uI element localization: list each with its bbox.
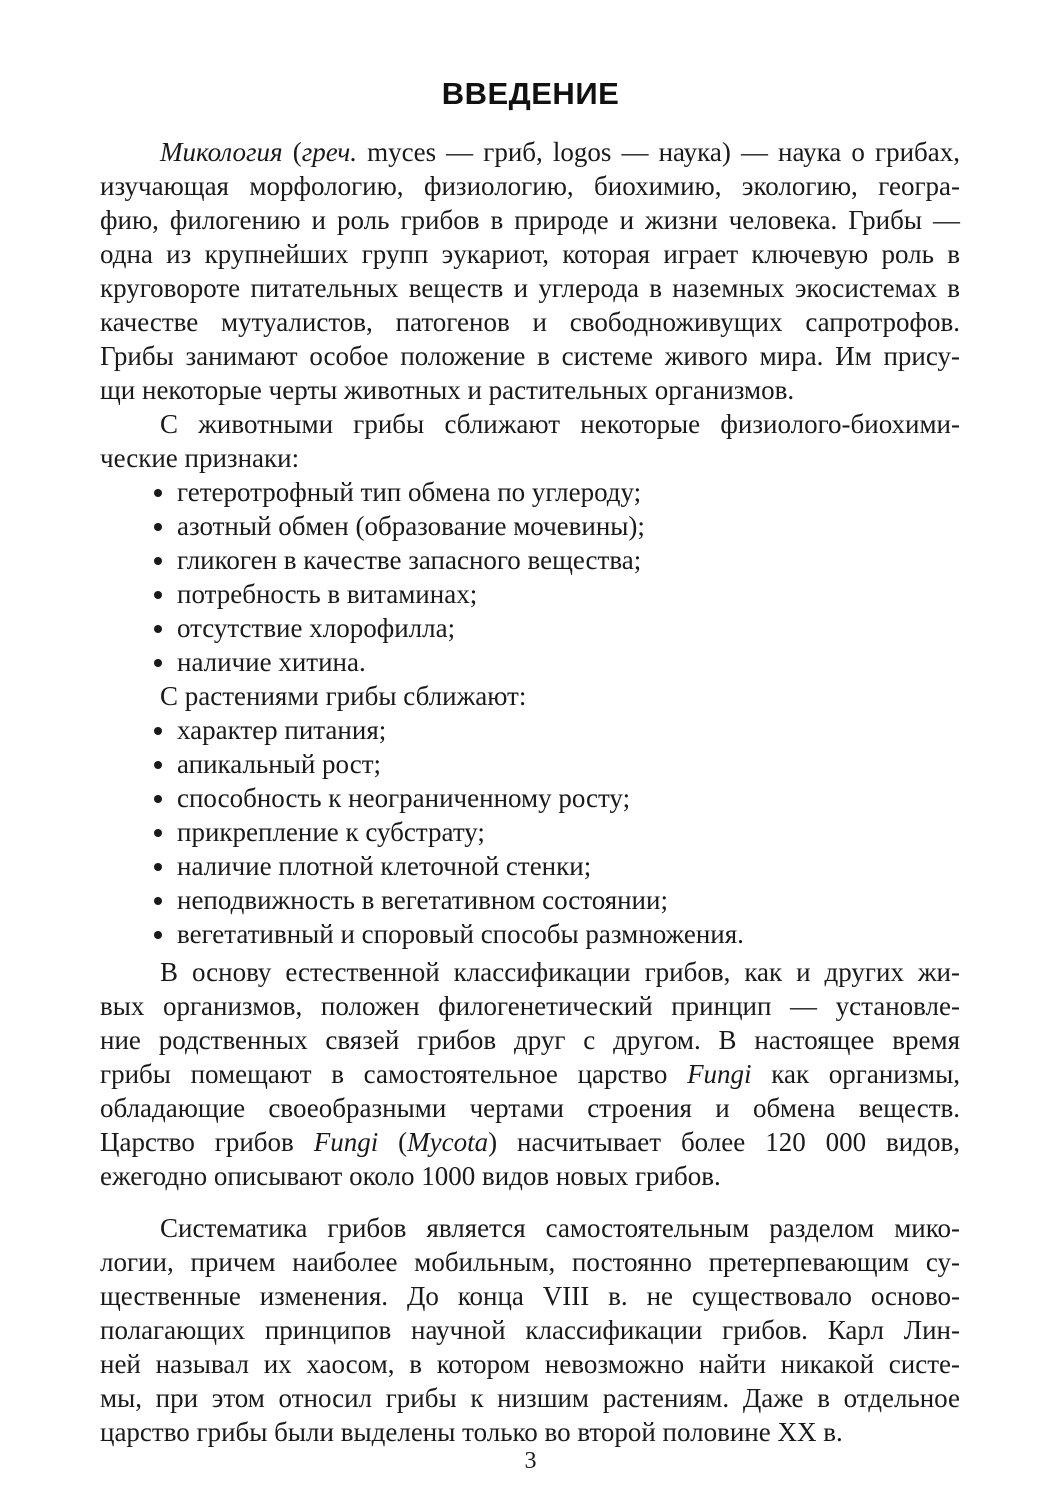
list-item: наличие хитина.	[177, 647, 366, 677]
bullet-icon	[154, 659, 162, 667]
bullet-icon	[154, 625, 162, 633]
list-item: гетеротрофный тип обмена по углероду;	[177, 477, 642, 507]
text-line: обладающие своеобразными чертами строения и обмена веществ.	[100, 1093, 960, 1123]
text-line: вых организмов, положен филогенетический принцип — установле-	[100, 991, 960, 1021]
page-number: 3	[524, 1448, 537, 1474]
list-item: апикальный рост;	[177, 749, 381, 779]
text-line: ежегодно описывают около 1000 видов новых грибов.	[100, 1161, 721, 1191]
italic-term: Fungi	[687, 1059, 752, 1089]
bullet-icon	[154, 761, 162, 769]
text-line: качестве мутуалистов, патогенов и свободноживущих сапротрофов.	[100, 307, 960, 337]
text-line: царство грибы были выделены только во второй половине XX в.	[100, 1417, 843, 1447]
list-item: потребность в витаминах;	[177, 579, 478, 609]
list-item: гликоген в качестве запасного вещества;	[177, 545, 642, 575]
text-line: ческие признаки:	[100, 443, 300, 473]
chapter-title: ВВЕДЕНИЕ	[441, 76, 620, 111]
italic-term: Fungi	[313, 1127, 379, 1157]
text-line: мы, при этом относил грибы к низшим растениям. Даже в отдельное	[100, 1383, 960, 1413]
bullet-icon	[154, 489, 162, 497]
text-line: Грибы занимают особое положение в системе живого мира. Им прису-	[100, 341, 960, 371]
list-item: способность к неограниченному росту;	[177, 783, 631, 813]
text-line: Систематика грибов является самостоятельным разделом мико-	[160, 1213, 960, 1243]
text-line: круговороте питательных веществ и углерода в наземных экосистемах в	[100, 273, 960, 303]
text-line: фию, филогению и роль грибов в природе и жизни человека. Грибы —	[100, 205, 960, 235]
text-line: С животными грибы сближают некоторые физиолого-биохими-	[160, 409, 960, 439]
text-line: одна из крупнейших групп эукариот, которая играет ключевую роль в	[100, 239, 960, 269]
text-line: В основу естественной классификации грибов, как и других жи-	[160, 957, 960, 987]
text-line: полагающих принципов научной классификации грибов. Карл Лин-	[100, 1315, 960, 1345]
bullet-icon	[154, 863, 162, 871]
text-line: ней называл их хаосом, в котором невозможно найти никакой систе-	[100, 1349, 960, 1379]
bullet-icon	[154, 829, 162, 837]
italic-term: греч.	[301, 137, 357, 167]
list-item: вегетативный и споровый способы размножения.	[177, 919, 744, 949]
bullet-icon	[154, 931, 162, 939]
bullet-icon	[154, 557, 162, 565]
text-line: изучающая морфологию, физиологию, биохимию, экологию, геогра-	[100, 171, 960, 201]
italic-term: Mycota	[407, 1127, 489, 1157]
text-line: Микология (греч. mуces — гриб, logos — наука) — наука о грибах,	[160, 137, 960, 167]
text-line: грибы помещают в самостоятельное царство Fungi как организмы,	[100, 1059, 960, 1089]
list-item: наличие плотной клеточной стенки;	[177, 851, 592, 881]
list-item: отсутствие хлорофилла;	[177, 613, 456, 643]
bullet-icon	[154, 897, 162, 905]
text-line: щи некоторые черты животных и растительных организмов.	[100, 375, 795, 405]
list-item: неподвижность в вегетативном состоянии;	[177, 885, 668, 915]
text-line: Царство грибов Fungi (Mycota) насчитывает более 120 000 видов,	[100, 1127, 960, 1157]
text-line: С растениями грибы сближают:	[160, 681, 527, 711]
italic-term: Микология	[160, 137, 283, 167]
list-item: прикрепление к субстрату;	[177, 817, 485, 847]
bullet-icon	[154, 795, 162, 803]
bullet-icon	[154, 727, 162, 735]
text-line: щественные изменения. До конца VIII в. не существовало осново-	[100, 1281, 960, 1311]
bullet-icon	[154, 591, 162, 599]
list-item: азотный обмен (образование мочевины);	[177, 511, 645, 541]
text-line: ние родственных связей грибов друг с другом. В настоящее время	[100, 1025, 960, 1055]
text-line: логии, причем наиболее мобильным, постоянно претерпевающим су-	[100, 1247, 960, 1277]
list-item: характер питания;	[177, 715, 387, 745]
bullet-icon	[154, 523, 162, 531]
